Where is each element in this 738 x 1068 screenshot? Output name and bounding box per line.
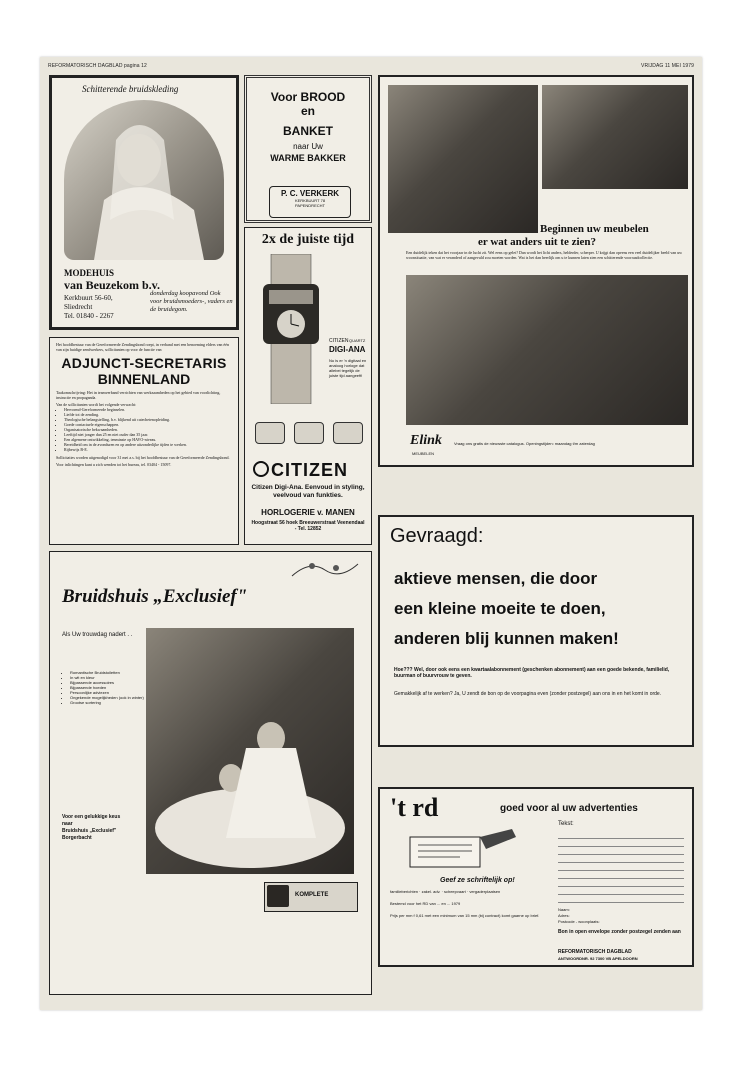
bruidshuis-items [62,670,150,705]
shop-promo: donderdag koopavond Ook voor bruidsmoeders-, vaders en de bruidegom. [150,290,233,313]
ad-adjunct-secretaris [49,337,239,545]
secretaris-req-head: Van de sollicitanten wordt het volgende verwacht: [56,402,137,407]
citizen-desc: Nu is er 'n digitaal en analoog horloge dat allebei tegelijk de juiste tijd aangeeft! [329,358,367,378]
shop-city: Sliedrecht [64,303,93,311]
bruidshuis-footer2: naar [62,821,73,827]
trd-list-item: zakel. adv. [421,889,441,894]
ad-meubelen [378,75,694,467]
bakker-addr1: KERKBUURT 78 [294,198,326,203]
bruidshuis-item: • Bijpassende hoeden [70,685,150,690]
citizen-brand [253,460,348,481]
komplete-icon [267,885,289,907]
trd-paper-addr: ANTWOORDNR. 92 7300 VB APELDOORN [558,956,638,961]
bruidshuis-item: • Ongekende mogelijkheden (ook in winter) [70,695,150,700]
citizen-quartz: QUARTZ [349,338,366,343]
komplete-badge [264,882,358,912]
gevraagd-para1: Hoe??? Wel, door ook eens een kwartaalabonnement (geschenken abonnement) aan een goede bekende, familielid, buurman of buurvrouw te geven. [394,667,670,679]
bridal-couple-photo [146,628,354,874]
bruidskleding-title: Schitterende bruidskleding [82,84,179,94]
trd-logo: 't rd [390,793,439,822]
bride-dress-illustration [146,628,354,874]
watch-variant-icon [333,422,363,444]
trd-form-label: Tekst: [558,821,574,827]
requirement-item: • Een algemene ontwikkeling, tenminste op HAVO-niveau. [64,437,232,442]
page-header-right: VRIJDAG 11 MEI 1979 [641,63,694,69]
secretaris-title2: BINNENLAND [97,371,191,387]
shop-label: MODEHUIS [64,268,115,278]
ad-citizen [244,227,372,545]
requirement-item: • Goede contactuele eigenschappen. [64,422,232,427]
flower-decoration-icon [290,558,360,580]
secretaris-requirements [56,407,232,452]
requirement-item: • Organisatorische bekwaamheden. [64,427,232,432]
bruidshuis-title: Bruidshuis „Exclusief" [62,586,248,607]
page-header-left: REFORMATORISCH DAGBLAD pagina 12 [48,63,147,69]
trd-send: Bon in open envelope zonder postzegel zenden aan [558,929,681,935]
requirement-item: • Rijbewijs B-E. [64,447,232,452]
trd-list: familieberichten · zakel. adv. · scheepvaart · vergaderplaatsen [390,889,501,894]
living-room-photo-1 [388,85,538,233]
trd-addr-label: Adres: [558,913,570,918]
trd-price: Prijs per mm f 0,61 met een minimum van 15 mm (bij contract) komt gaarne op brief. [390,913,540,918]
gevraagd-title: Gevraagd: [390,525,484,547]
citizen-dealer: HORLOGERIE v. MANEN [261,508,355,517]
bruidshuis-footer3: Bruidshuis „Exclusief" [62,828,117,834]
meubelen-logo: Elink [410,433,442,448]
citizen-model: DIGI-ANA [329,345,366,354]
requirement-item: • Leeftijd niet jonger dan 25 en niet ouder dan 35 jaar. [64,432,232,437]
shop-address: Kerkbuurt 56-60, [64,294,113,302]
gevraagd-para2: Gemakkelijk af te werken? Ja, U zendt de bon op de voorpagina even (zonder postzegel) aan ons in en het komt in orde. [394,691,662,697]
bakker-line5: WARME BAKKER [270,153,346,163]
trd-name-label: Naam: [558,907,570,912]
secretaris-body: Taakomschrijving: Het in teamverband verrichten van werkzaamheden op het gebied van voorlichting, instructie en propaganda. [56,390,221,400]
bride-photo [64,100,224,260]
ad-gevraagd [378,515,694,747]
trd-caption: Geef ze schriftelijk op! [440,877,515,884]
trd-form-lines[interactable] [558,831,684,903]
citizen-logo-icon [253,461,269,477]
shop-name: van Beuzekom b.v. [64,278,161,292]
watch-variant-icon [294,422,324,444]
trd-city-label: Postcode - woonplaats: [558,919,600,924]
komplete-badge-text: KOMPLETE [295,892,329,898]
ad-trd [378,787,694,967]
trd-writing-icon [400,827,520,875]
bakker-line3: BANKET [283,124,333,138]
bruidshuis-item: • Grootse sortering [70,700,150,705]
gevraagd-line1: aktieve mensen, die door [394,569,598,588]
newspaper-page [40,57,702,1010]
shop-phone: Tel. 01840 - 2267 [64,312,114,320]
citizen-headline: 2x de juiste tijd [261,232,355,247]
citizen-brand-small: CITIZEN [329,338,349,344]
trd-list-item: vergaderplaatsen [469,889,501,894]
watch-variants [255,422,363,452]
trd-body: Bestemd voor het RD van ... en ... 1979 [390,901,461,906]
bakker-addr2: PAPENDRECHT [295,203,325,208]
meubelen-headline1: Beginnen uw meubelen [540,223,649,235]
bruidshuis-item: • Bijpassende accessoires [70,680,150,685]
gevraagd-line2: een kleine moeite te doen, [394,599,606,618]
trd-slogan: goed voor al uw advertenties [500,803,638,814]
bakker-line4: naar Uw [293,142,323,151]
bruidshuis-item: • Persoonlijke adviezen [70,690,150,695]
gevraagd-line3: anderen blij kunnen maken! [394,629,619,648]
secretaris-title1: ADJUNCT-SECRETARIS [61,355,227,371]
bruidshuis-intro: Als Uw trouwdag nadert . . [62,632,133,638]
bruidshuis-item: • Romantische Bruidstoiletten [70,670,150,675]
secretaris-info: Voor inlichtingen kunt u zich wenden tot het bureau, tel. 03404 - 15097. [56,462,172,467]
living-room-photo-3 [406,275,688,425]
citizen-tagline: Citizen Digi-Ana. Eenvoud in styling, veelvoud van funkties. [251,484,365,499]
secretaris-closing: Sollicitaties worden uitgenodigd voor 31 mei a.s. bij het hoofdbestuur van de Gereformeerde Zendingsbond. [56,455,230,460]
bakker-name: P. C. VERKERK [280,189,340,198]
bakker-name-badge [269,186,351,218]
trd-list-item: scheepvaart [443,889,466,894]
ad-bruidskleding [49,75,239,330]
bruidshuis-footer4: Borgerbacht [62,835,92,841]
trd-paper: REFORMATORISCH DAGBLAD [558,949,632,955]
requirement-item: • Theologische belangstelling, b.v. blijkend uit catechetenopleiding. [64,417,232,422]
citizen-brand-text: CITIZEN [271,460,348,480]
requirement-item: • Bereidheid om in de avonduren en op andere uitzonderlijke tijden te werken. [64,442,232,447]
requirement-item: • Hervormd-Gereformeerde beginselen. [64,407,232,412]
watch-image [255,254,327,404]
meubelen-footer: Vraag ons gratis de nieuwste catalogus. Openingstijden: maandag t/m zaterdag [454,441,595,446]
trd-list-item: familieberichten [390,889,419,894]
watch-icon [255,254,327,404]
meubelen-logo-sub: MEUBELEN [412,451,435,456]
ad-bruidshuis [49,551,372,995]
meubelen-body: Een duidelijk teken dat het voorjaar in de lucht zit. Wel eens op gelet? Dan wordt het licht anders, helderder, scherper. U krijgt dan opeens een veel duidelijker beeld van uw woonsituatie, van wat er veranderd of aangevuld zou moeten worden. Wat is het dan heerlijk om u te kunnen laten zien een schitterende voorraadcollectie. [406,250,683,260]
secretaris-intro: Het hoofdbestuur van de Gereformeerde Zendingsbond roept, in verband met een benoeming elders van één van zijn huidige zendwerkers, sollicitanten op voor de functie van [56,342,229,352]
bruidshuis-item: • In wit en kleur [70,675,150,680]
requirement-item: • Liefde tot de zending. [64,412,232,417]
bride-illustration [64,100,224,260]
bruidshuis-footer1: Voor een gelukkige keus [62,814,121,820]
ad-bakker [244,75,372,223]
watch-variant-icon [255,422,285,444]
meubelen-headline2: er wat anders uit te zien? [478,236,597,248]
bakker-line1: Voor BROOD [270,90,346,104]
citizen-dealer-addr: Hoogstraat 56 hoek Breeuwerstraat Veenendaal - Tel. 12852 [251,520,365,532]
living-room-photo-2 [542,85,688,189]
bakker-line2: en [300,104,315,118]
